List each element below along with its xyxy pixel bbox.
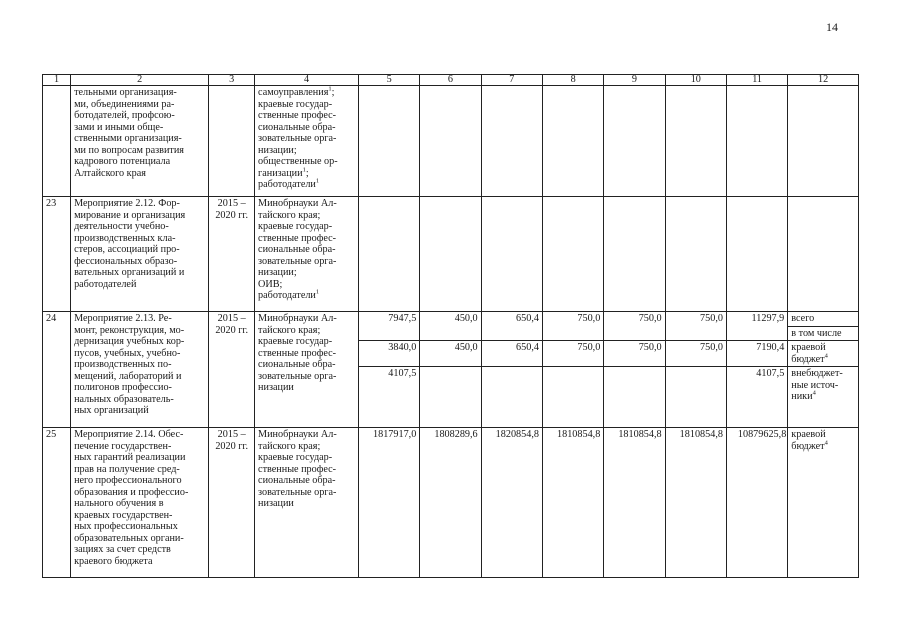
source-label: всего [788, 312, 859, 327]
source-label: краевой бюджет$^4$ [788, 428, 859, 578]
column-number: 7 [481, 75, 542, 86]
column-number: 11 [726, 75, 787, 86]
table-row-continuation [43, 86, 859, 197]
value-cell: 1808289,6 [420, 428, 481, 578]
value-cell: 11297,9 [726, 312, 787, 341]
value-cell: 3840,0 [358, 341, 419, 367]
column-number-row [43, 75, 859, 86]
column-number: 2 [71, 75, 209, 86]
measure-description: тельными организация- ми, объединениями ра- ботодателей, профсою- зами и иными обще- ственными организация- ми по вопросам развития кадрового потенциала Алтайского края [71, 86, 209, 197]
value-cell: 1810854,8 [665, 428, 726, 578]
value-cell: 650,4 [481, 312, 542, 341]
value-cell: 1810854,8 [542, 428, 603, 578]
row-number-cell [43, 86, 71, 197]
column-number: 12 [788, 75, 859, 86]
value-cell [542, 367, 603, 428]
executors-cell: Минобрнауки Ал- тайского края; краевые государ- ственные профес- сиональные обра- зовательные орга- низации; ОИВ; работодатели$^1$ [255, 197, 359, 312]
table-row-24-total [43, 312, 859, 327]
value-cell [604, 367, 665, 428]
program-table [42, 74, 859, 578]
value-cell [481, 367, 542, 428]
column-number: 9 [604, 75, 665, 86]
value-cell: 450,0 [420, 341, 481, 367]
executors-cell: самоуправления$^1$; краевые государ- ственные профес- сиональные обра- зовательные орга- низации; общественные ор- ганизации$^1$; работодатели$^1$ [255, 86, 359, 197]
executors-cell: Минобрнауки Ал- тайского края; краевые государ- ственные профес- сиональные обра- зовательные орга- низации [255, 428, 359, 578]
value-cell [420, 367, 481, 428]
measure-description: Мероприятие 2.12. Фор- мирование и организация деятельности учебно- производственных кла- стеров, ассоциаций про- фессиональных образо- вательных организаций и работодателей [71, 197, 209, 312]
table-row-25 [43, 428, 859, 578]
value-cell: 1817917,0 [358, 428, 419, 578]
value-cell: 1820854,8 [481, 428, 542, 578]
executors-cell: Минобрнауки Ал- тайского края; краевые государ- ственные профес- сиональные обра- зовательные орга- низации [255, 312, 359, 428]
period-cell: 2015 – 2020 гг. [209, 428, 255, 578]
column-number: 8 [542, 75, 603, 86]
value-cell: 450,0 [420, 312, 481, 341]
column-number: 1 [43, 75, 71, 86]
value-cell: 7947,5 [358, 312, 419, 341]
value-cell: 650,4 [481, 341, 542, 367]
column-number: 10 [665, 75, 726, 86]
source-label: в том числе [788, 326, 859, 341]
measure-description: Мероприятие 2.14. Обес- печение государствен- ных гарантий реализации прав на получение сред- него профессионального образования и профессио- нального обучения в краевых государствен- ных профессиональных образовательных органи- зациях за счет средств краевого бюджета [71, 428, 209, 578]
column-number: 5 [358, 75, 419, 86]
source-label: внебюджет- ные источ- ники$^4$ [788, 367, 859, 428]
column-number: 6 [420, 75, 481, 86]
column-number: 4 [255, 75, 359, 86]
value-cell: 4107,5 [726, 367, 787, 428]
column-number: 3 [209, 75, 255, 86]
value-cell: 750,0 [604, 312, 665, 341]
source-label: краевой бюджет$^4$ [788, 341, 859, 367]
page-number: 14 [826, 20, 838, 34]
row-number-cell: 24 [43, 312, 71, 428]
period-cell [209, 86, 255, 197]
value-cell: 10879625,8 [726, 428, 787, 578]
row-number-cell: 23 [43, 197, 71, 312]
value-cell: 750,0 [604, 341, 665, 367]
period-cell: 2015 – 2020 гг. [209, 312, 255, 428]
value-cell: 750,0 [665, 341, 726, 367]
value-cell: 750,0 [542, 341, 603, 367]
value-cell [665, 367, 726, 428]
table-row-23 [43, 197, 859, 312]
row-number-cell: 25 [43, 428, 71, 578]
value-cell: 1810854,8 [604, 428, 665, 578]
period-cell: 2015 – 2020 гг. [209, 197, 255, 312]
value-cell: 4107,5 [358, 367, 419, 428]
value-cell: 750,0 [665, 312, 726, 341]
value-cell: 7190,4 [726, 341, 787, 367]
value-cell: 750,0 [542, 312, 603, 341]
measure-description: Мероприятие 2.13. Ре- монт, реконструкция, мо- дернизация учебных кор- пусов, учебных, учебно- производственных по- мещений, лабораторий и полигонов профессио- нальных образователь- ных организаций [71, 312, 209, 428]
